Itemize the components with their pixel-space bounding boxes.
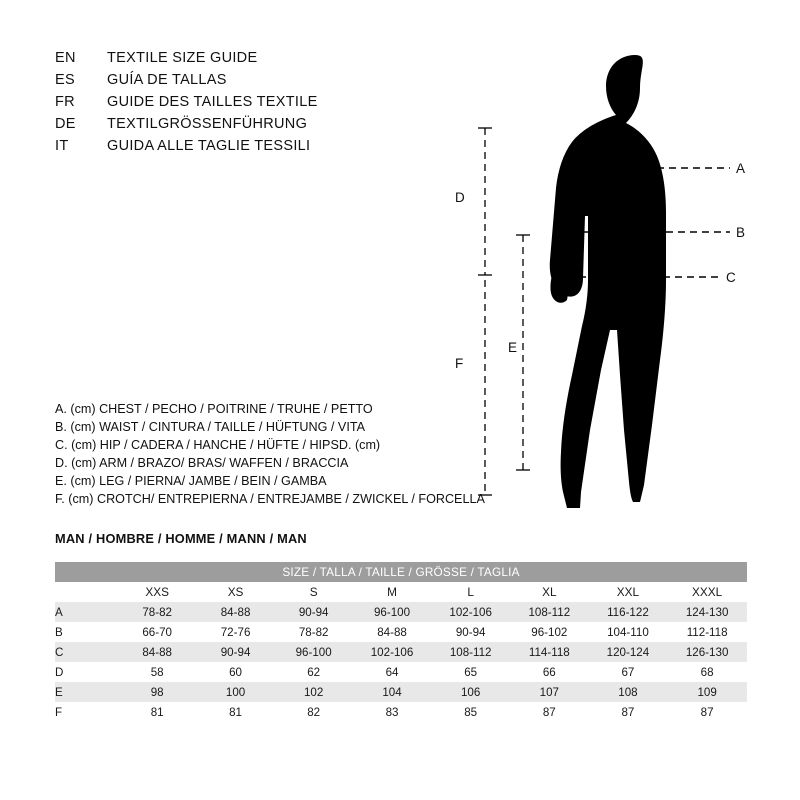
cell-f-xxxl: 87 [667, 702, 747, 722]
col-head-blank [55, 582, 118, 602]
legend-line-d: D. (cm) ARM / BRAZO/ BRAS/ WAFFEN / BRACCIA [55, 456, 349, 470]
cell-e-xl: 107 [510, 682, 589, 702]
cell-d-l: 65 [431, 662, 510, 682]
cell-e-m: 104 [353, 682, 432, 702]
cell-d-xs: 60 [197, 662, 275, 682]
legend-line-b: B. (cm) WAIST / CINTURA / TAILLE / HÜFTUNG / VITA [55, 420, 365, 434]
gender-label: MAN / HOMBRE / HOMME / MANN / MAN [55, 531, 307, 546]
cell-b-xl: 96-102 [510, 622, 589, 642]
cell-b-xxl: 104-110 [589, 622, 668, 642]
col-head-xxxl: XXXL [667, 582, 747, 602]
cell-c-xs: 90-94 [197, 642, 275, 662]
cell-a-s: 90-94 [275, 602, 353, 622]
cell-a-xxxl: 124-130 [667, 602, 747, 622]
cell-b-l: 90-94 [431, 622, 510, 642]
size-table-wrapper [55, 562, 747, 722]
row-label-a: A [55, 602, 118, 622]
cell-c-xxxl: 126-130 [667, 642, 747, 662]
col-head-xxs: XXS [118, 582, 197, 602]
title-lang-fr: FR [55, 94, 75, 110]
label-b: B [736, 225, 746, 240]
legend-line-f: F. (cm) CROTCH/ ENTREPIERNA / ENTREJAMBE / ZWICKEL / FORCELLA [55, 492, 485, 506]
cell-f-l: 85 [431, 702, 510, 722]
body-diagram [430, 30, 790, 550]
table-header-row [55, 562, 747, 582]
title-block [55, 50, 475, 160]
cell-d-s: 62 [275, 662, 353, 682]
row-label-c: C [55, 642, 118, 662]
table-row [55, 642, 747, 662]
cell-e-xxl: 108 [589, 682, 668, 702]
title-row [55, 72, 475, 94]
cell-b-xs: 72-76 [197, 622, 275, 642]
table-header-label: SIZE / TALLA / TAILLE / GRÖSSE / TAGLIA [55, 562, 747, 582]
legend-line-e: E. (cm) LEG / PIERNA/ JAMBE / BEIN / GAMBA [55, 474, 327, 488]
cell-f-xxl: 87 [589, 702, 668, 722]
title-text-de: TEXTILGRÖSSENFÜHRUNG [107, 116, 308, 132]
title-lang-de: DE [55, 116, 76, 132]
cell-f-xl: 87 [510, 702, 589, 722]
title-text-es: GUÍA DE TALLAS [107, 72, 227, 88]
cell-e-xxs: 98 [118, 682, 197, 702]
title-lang-it: IT [55, 138, 69, 154]
label-e: E [508, 340, 518, 355]
col-head-l: L [431, 582, 510, 602]
cell-e-s: 102 [275, 682, 353, 702]
cell-d-xxs: 58 [118, 662, 197, 682]
cell-c-l: 108-112 [431, 642, 510, 662]
table-row [55, 682, 747, 702]
label-d: D [455, 190, 465, 205]
cell-a-xl: 108-112 [510, 602, 589, 622]
title-row [55, 50, 475, 72]
label-c: C [726, 270, 736, 285]
col-head-xxl: XXL [589, 582, 668, 602]
measure-line-d [478, 128, 492, 275]
label-f: F [455, 356, 464, 371]
cell-d-xxxl: 68 [667, 662, 747, 682]
row-label-f: F [55, 702, 118, 722]
title-row [55, 94, 475, 116]
title-lang-es: ES [55, 72, 75, 88]
cell-b-xxs: 66-70 [118, 622, 197, 642]
title-lang-en: EN [55, 50, 76, 66]
table-column-header-row [55, 582, 747, 602]
cell-b-m: 84-88 [353, 622, 432, 642]
measure-line-e [516, 235, 530, 470]
cell-d-m: 64 [353, 662, 432, 682]
table-row [55, 662, 747, 682]
table-row [55, 602, 747, 622]
cell-b-xxxl: 112-118 [667, 622, 747, 642]
cell-a-m: 96-100 [353, 602, 432, 622]
label-a: A [736, 161, 746, 176]
cell-c-s: 96-100 [275, 642, 353, 662]
cell-f-xs: 81 [197, 702, 275, 722]
cell-f-m: 83 [353, 702, 432, 722]
cell-e-xxxl: 109 [667, 682, 747, 702]
cell-c-xxl: 120-124 [589, 642, 668, 662]
col-head-xs: XS [197, 582, 275, 602]
title-row [55, 116, 475, 138]
cell-d-xxl: 67 [589, 662, 668, 682]
cell-c-xl: 114-118 [510, 642, 589, 662]
title-text-en: TEXTILE SIZE GUIDE [107, 50, 258, 66]
cell-e-xs: 100 [197, 682, 275, 702]
size-table [55, 562, 747, 722]
row-label-b: B [55, 622, 118, 642]
cell-a-l: 102-106 [431, 602, 510, 622]
legend-line-c: C. (cm) HIP / CADERA / HANCHE / HÜFTE / HIPSD. (cm) [55, 438, 381, 452]
title-row [55, 138, 475, 160]
table-row [55, 622, 747, 642]
cell-f-xxs: 81 [118, 702, 197, 722]
cell-a-xs: 84-88 [197, 602, 275, 622]
cell-e-l: 106 [431, 682, 510, 702]
cell-b-s: 78-82 [275, 622, 353, 642]
title-text-fr: GUIDE DES TAILLES TEXTILE [107, 94, 318, 110]
row-label-e: E [55, 682, 118, 702]
col-head-xl: XL [510, 582, 589, 602]
legend-line-a: A. (cm) CHEST / PECHO / POITRINE / TRUHE / PETTO [55, 402, 373, 416]
cell-a-xxs: 78-82 [118, 602, 197, 622]
cell-d-xl: 66 [510, 662, 589, 682]
cell-f-s: 82 [275, 702, 353, 722]
cell-c-xxs: 84-88 [118, 642, 197, 662]
cell-c-m: 102-106 [353, 642, 432, 662]
col-head-m: M [353, 582, 432, 602]
table-row [55, 702, 747, 722]
cell-a-xxl: 116-122 [589, 602, 668, 622]
title-text-it: GUIDA ALLE TAGLIE TESSILI [107, 138, 311, 154]
col-head-s: S [275, 582, 353, 602]
measure-line-f [478, 280, 492, 495]
row-label-d: D [55, 662, 118, 682]
